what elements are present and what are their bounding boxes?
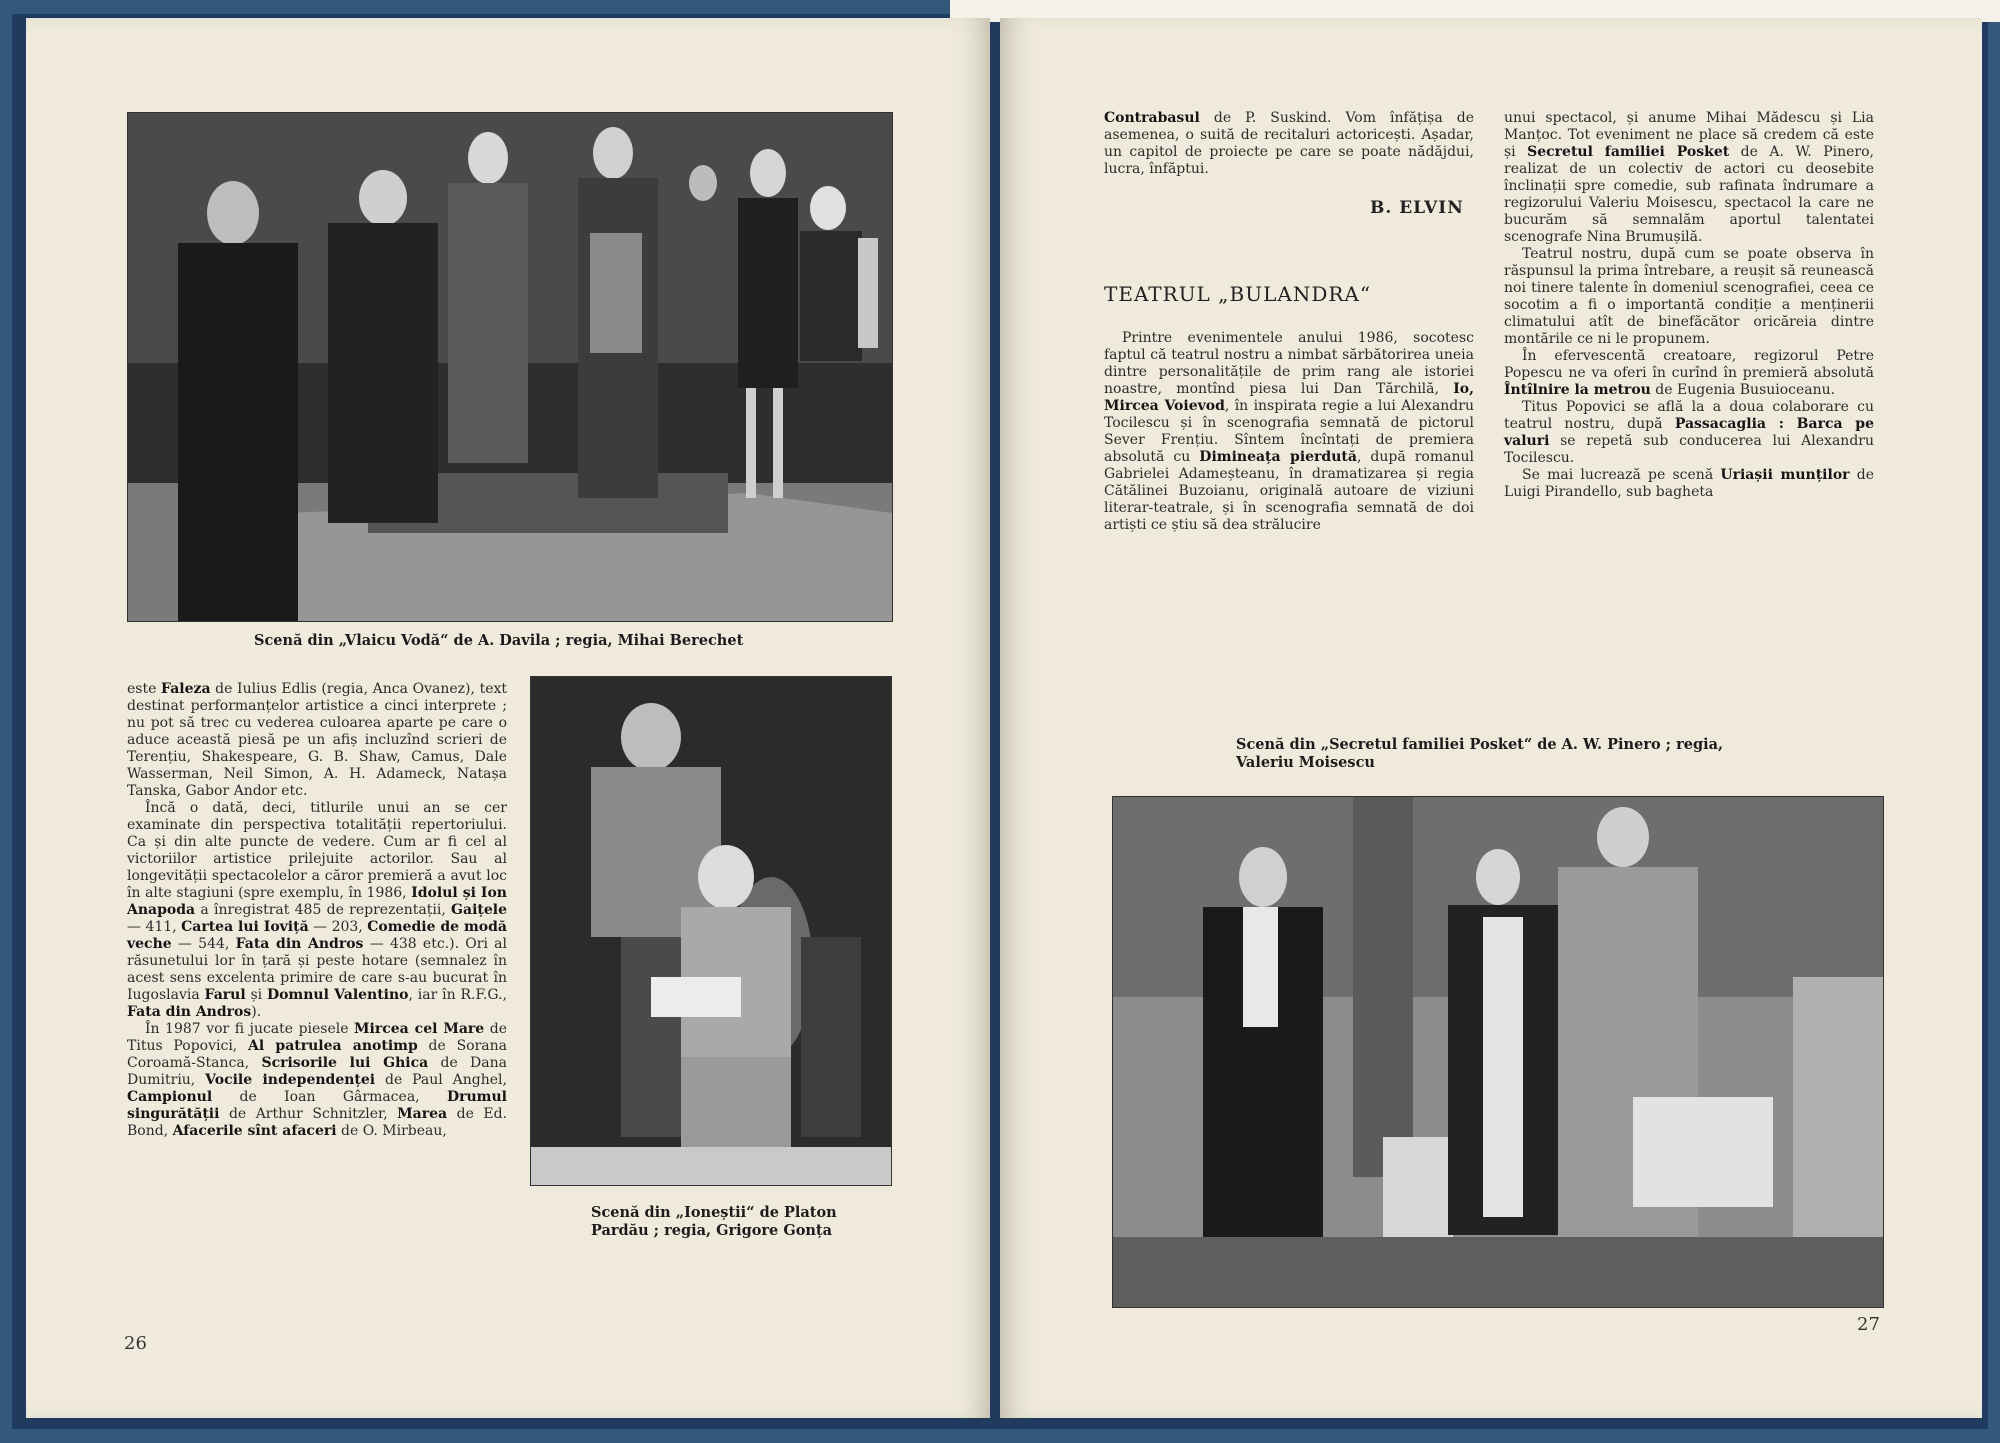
photo-ionestii-caption: Scenă din „Ioneștii“ de Platon Pardău ; regia, Grigore Gonța	[591, 1204, 837, 1239]
photo-secretul-caption: Scenă din „Secretul familiei Posket“ de A. W. Pinero ; regia, Valeriu Moisescu	[1236, 736, 1724, 771]
text: se repetă sub conducerea lui Alexandru Tocilescu.	[1504, 433, 1874, 466]
text: ).	[251, 1004, 262, 1020]
play-title: Cartea lui Ioviță	[181, 919, 309, 935]
play-title: Faleza	[161, 681, 211, 697]
text: de Titus Popovici,	[127, 1021, 507, 1054]
play-title: Farul	[204, 987, 246, 1003]
text: Încă o dată, deci, titlurile unui an se cer examinate din perspectiva totalității repertoriului. Ca și din alte puncte de vedere. Cum ar fi cel al victoriilor artistice prilejuite actorilor. Sau al longevității spectacolelor a căror premieră a avut loc în alte stagiuni (spre exemplu, în 1986,	[127, 800, 507, 901]
text: de Ed. Bond,	[127, 1106, 507, 1139]
text: — 411,	[127, 919, 182, 935]
text: Se mai lucrează pe scenă	[1522, 467, 1721, 483]
text: de A. W. Pinero, realizat de un colectiv de actori cu deosebite înclinații spre comedie, sub rafinata îndrumare a regizorului Valeriu Moisescu, spectacol la care ne bucurăm să semnalăm aportul talentatei scenografe Nina Brumușilă.	[1504, 144, 1874, 245]
text: de Dana Dumitriu,	[127, 1055, 507, 1088]
text: de Ioan Gârmacea,	[212, 1089, 447, 1105]
right-page	[1000, 18, 1982, 1418]
text: Printre evenimentele anului 1986, socotesc faptul că teatrul nostru a nimbat sărbătorirea uneia dintre personalitățile de prim rang ale istoriei noastre, montînd piesa lui Dan Tărchilă,	[1104, 330, 1474, 397]
text: În 1987 vor fi jucate piesele	[145, 1021, 355, 1037]
play-title: Secretul familiei Posket	[1527, 144, 1730, 160]
text: În efervescentă creatoare, regizorul Petre Popescu ne va oferi în curînd în premieră absolută	[1504, 348, 1874, 381]
play-title: Idolul și Ion Anapoda	[127, 885, 507, 918]
text: de Paul Anghel,	[375, 1072, 507, 1088]
play-title: Întîlnire la metrou	[1504, 382, 1651, 398]
photo-vlaicu-voda-image	[128, 113, 892, 621]
text: unui spectacol, și anume Mihai Mădescu și Lia Manțoc. Tot eveniment ne place să credem că este și	[1504, 110, 1874, 160]
text: , iar în R.F.G.,	[408, 987, 508, 1003]
play-title: Fata din Andros	[127, 1004, 252, 1020]
text: , după romanul Gabrielei Adameșteanu, în dramatizarea și regia Cătălinei Buzoianu, originală autoare de viziuni literar-teatrale, și în scenografia semnată de doi artiști ce știu să dea strălucire	[1104, 449, 1474, 533]
play-title: Afacerile sînt afaceri	[172, 1123, 337, 1139]
play-title: Drumul singurătății	[127, 1089, 507, 1122]
text: de O. Mirbeau,	[336, 1123, 447, 1139]
right-column-2-text	[1504, 110, 1874, 501]
text: a înregistrat 485 de reprezentații,	[195, 902, 452, 918]
play-title: Domnul Valentino	[266, 987, 409, 1003]
text: Titus Popovici se află la a doua colaborare cu teatrul nostru, după	[1504, 399, 1874, 432]
photo-secretul-image	[1113, 797, 1883, 1307]
text: de Sorana Coroamă-Stanca,	[127, 1038, 507, 1071]
text: de Luigi Pirandello, sub bagheta	[1504, 467, 1875, 500]
text: de Iulius Edlis (regia, Anca Ovanez), text destinat performanțelor artistice a cinci interprete ; nu pot să trec cu vederea culoarea aparte pe care o aduce această piesă pe un afiș incluzînd scrieri de Terențiu, Shakespeare, G. B. Shaw, Camus, Dale Wasserman, Neil Simon, A. H. Adameck, Natașa Tanska, Gabor Andor etc.	[127, 681, 507, 799]
play-title: Fata din Andros	[235, 936, 364, 952]
play-title: Comedie de modă veche	[127, 919, 507, 952]
text: Teatrul nostru, după cum se poate observa în răspunsul la prima întrebare, a reușit să reunească noi tinere talente în domeniul scenografiei, ceea ce socotim a fi o importantă condiție a menținerii climatului atît de binefăcător oricăreia dintre montările ce ni le propunem.	[1504, 246, 1874, 347]
right-column-1-text-body	[1104, 330, 1474, 534]
text: este	[127, 681, 162, 697]
play-title: Marea	[397, 1106, 448, 1122]
right-column-1-text	[1104, 110, 1474, 178]
play-title: Scrisorile lui Ghica	[261, 1055, 429, 1071]
page-number-left: 26	[124, 1333, 147, 1354]
play-title: Uriașii munților	[1720, 467, 1850, 483]
photo-vlaicu-voda-caption: Scenă din „Vlaicu Vodă“ de A. Davila ; regia, Mihai Berechet	[254, 632, 744, 649]
left-column-text	[127, 681, 507, 1140]
text: de P. Suskind. Vom înfățișa de asemenea, o suită de recitaluri actoricești. Așadar, un capitol de proiecte pe care se poate nădăjdui, lucra, înfăptui.	[1104, 110, 1474, 177]
play-title: Io, Mircea Voievod	[1104, 381, 1474, 414]
play-title: Al patrulea anotimp	[248, 1038, 418, 1054]
page-number-right: 27	[1857, 1314, 1880, 1335]
author-signature: B. ELVIN	[1370, 198, 1464, 218]
text: de Arthur Schnitzler,	[219, 1106, 398, 1122]
play-title: Dimineața pierdută	[1199, 449, 1357, 465]
text: de Eugenia Busuioceanu.	[1650, 382, 1836, 398]
play-title: Gaițele	[451, 902, 507, 918]
text: și	[245, 987, 267, 1003]
photo-ionestii-image	[531, 677, 891, 1185]
photo-vlaicu-voda	[127, 112, 893, 622]
left-page	[26, 18, 990, 1418]
play-title: Vocile independenței	[205, 1072, 376, 1088]
text: — 544,	[171, 936, 236, 952]
play-title: Passacaglia : Barca pe valuri	[1504, 416, 1875, 449]
play-title: Campionul	[127, 1089, 213, 1105]
section-heading: TEATRUL „BULANDRA“	[1104, 282, 1372, 306]
text: , în inspirata regie a lui Alexandru Tocilescu și în scenografia semnată de pictorul Sever Frențiu. Sîntem încîntați de premiera absolută cu	[1104, 398, 1474, 465]
photo-secretul-familiei-posket	[1112, 796, 1884, 1308]
play-title: Contrabasul	[1104, 110, 1200, 126]
text: — 438 etc.). Ori al răsunetului lor în țară și peste hotare (semnalez în acest sens excelenta primire de care s-au bucurat în Iugoslavia	[127, 936, 507, 1003]
photo-ionestii	[530, 676, 892, 1186]
text: — 203,	[308, 919, 368, 935]
play-title: Mircea cel Mare	[354, 1021, 485, 1037]
